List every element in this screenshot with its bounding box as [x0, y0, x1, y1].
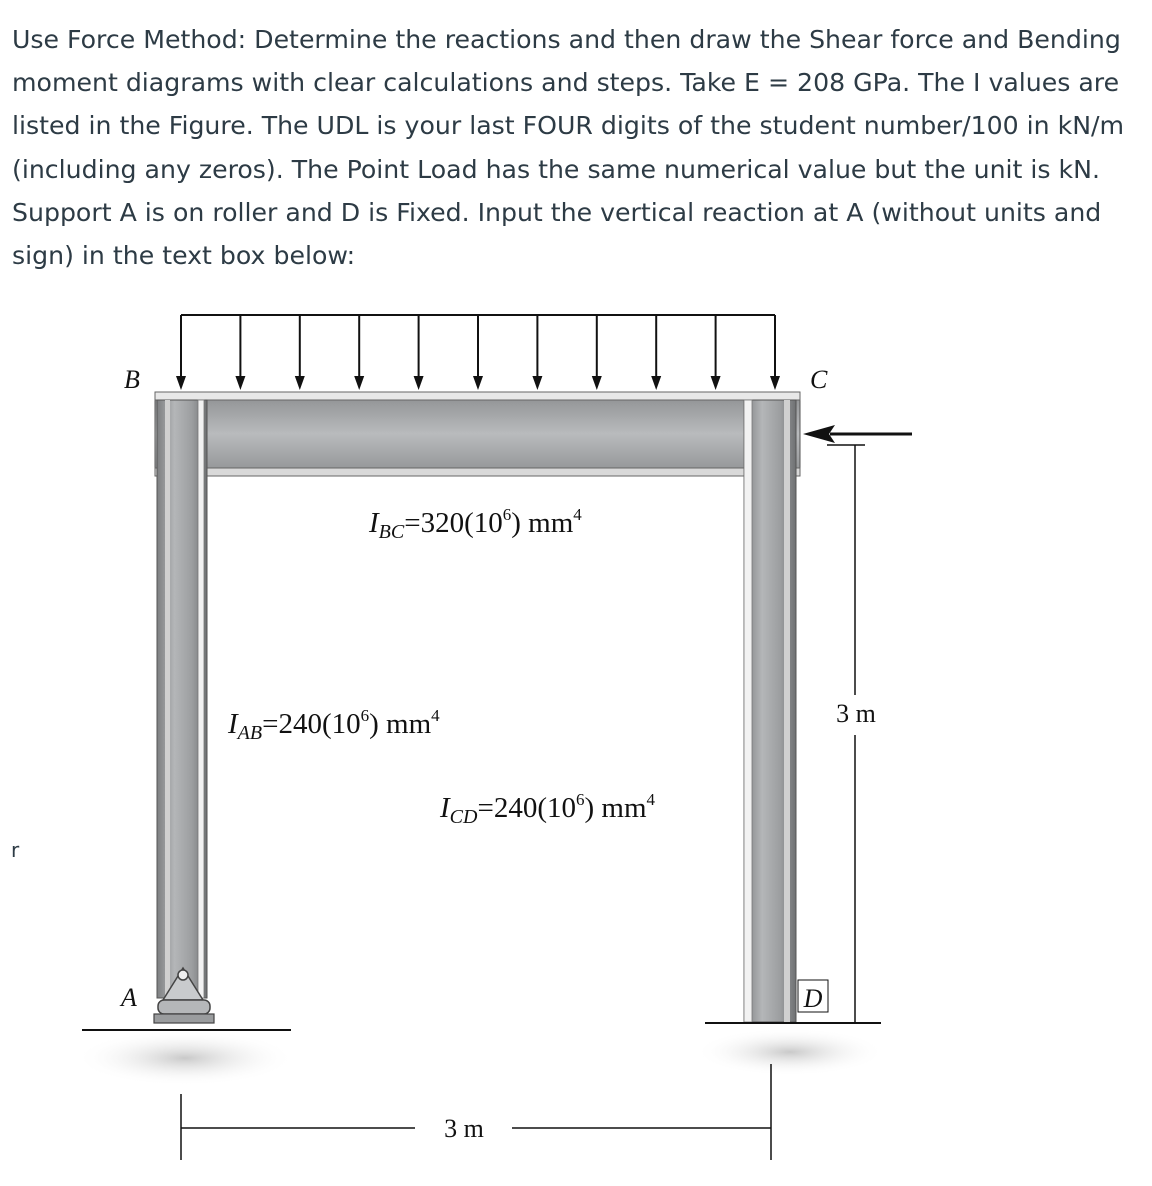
question-line: sign) in the text box below:: [12, 241, 356, 271]
moment-label-ab: $I_{AB}=240(10^6)$ $mm^4$: [228, 706, 440, 744]
stray-glyph: r: [11, 838, 20, 862]
point-load-arrow: [803, 425, 912, 443]
udl-arrow-head: [235, 376, 245, 390]
question-line: Use Force Method: Determine the reactions and then draw the Shear force and Bending: [12, 25, 1121, 54]
node-label-c: C: [810, 365, 828, 394]
question-line: Support A is on roller and D is Fixed. Input the vertical reaction at A (without units and: [12, 197, 1102, 227]
height-label: 3 m: [836, 699, 876, 728]
column-ab: [157, 400, 207, 998]
udl-arrow-head: [473, 376, 483, 390]
udl-arrow-head: [592, 376, 602, 390]
udl-arrow-head: [414, 376, 424, 390]
udl-arrow-head: [295, 376, 305, 390]
udl-load: [176, 315, 780, 390]
question-line: (including any zeros). The Point Load has the same numerical value but the unit is kN.: [12, 154, 1100, 184]
moment-label-cd: $I_{CD}=240(10^6)$ $mm^4$: [440, 790, 656, 828]
udl-arrow-head: [651, 376, 661, 390]
udl-arrow-head: [354, 376, 364, 390]
ground-shadow-d: [695, 1028, 885, 1076]
column-cd: [744, 400, 796, 1022]
udl-arrow-head: [711, 376, 721, 390]
node-label-a: A: [121, 983, 137, 1012]
dimension-width: [181, 1064, 771, 1160]
ground-shadow-a: [75, 1030, 295, 1086]
udl-arrows: [176, 315, 780, 390]
node-label-b: B: [124, 365, 140, 394]
udl-arrow-head: [176, 376, 186, 390]
udl-arrow-head: [770, 376, 780, 390]
width-label: 3 m: [444, 1114, 484, 1143]
question-line: moment diagrams with clear calculations and steps. Take E = 208 GPa. The I values are: [12, 68, 1120, 98]
beam-bc: [155, 392, 800, 476]
roller-support-a: [82, 968, 291, 1030]
question-line: listed in the Figure. The UDL is your last FOUR digits of the student number/100 in kN/m: [12, 111, 1125, 141]
moment-label-bc: $I_{BC}=320(10^6)$ $mm^4$: [369, 505, 582, 543]
node-label-d: D: [803, 984, 823, 1013]
udl-arrow-head: [532, 376, 542, 390]
dimension-height: [827, 445, 876, 1023]
